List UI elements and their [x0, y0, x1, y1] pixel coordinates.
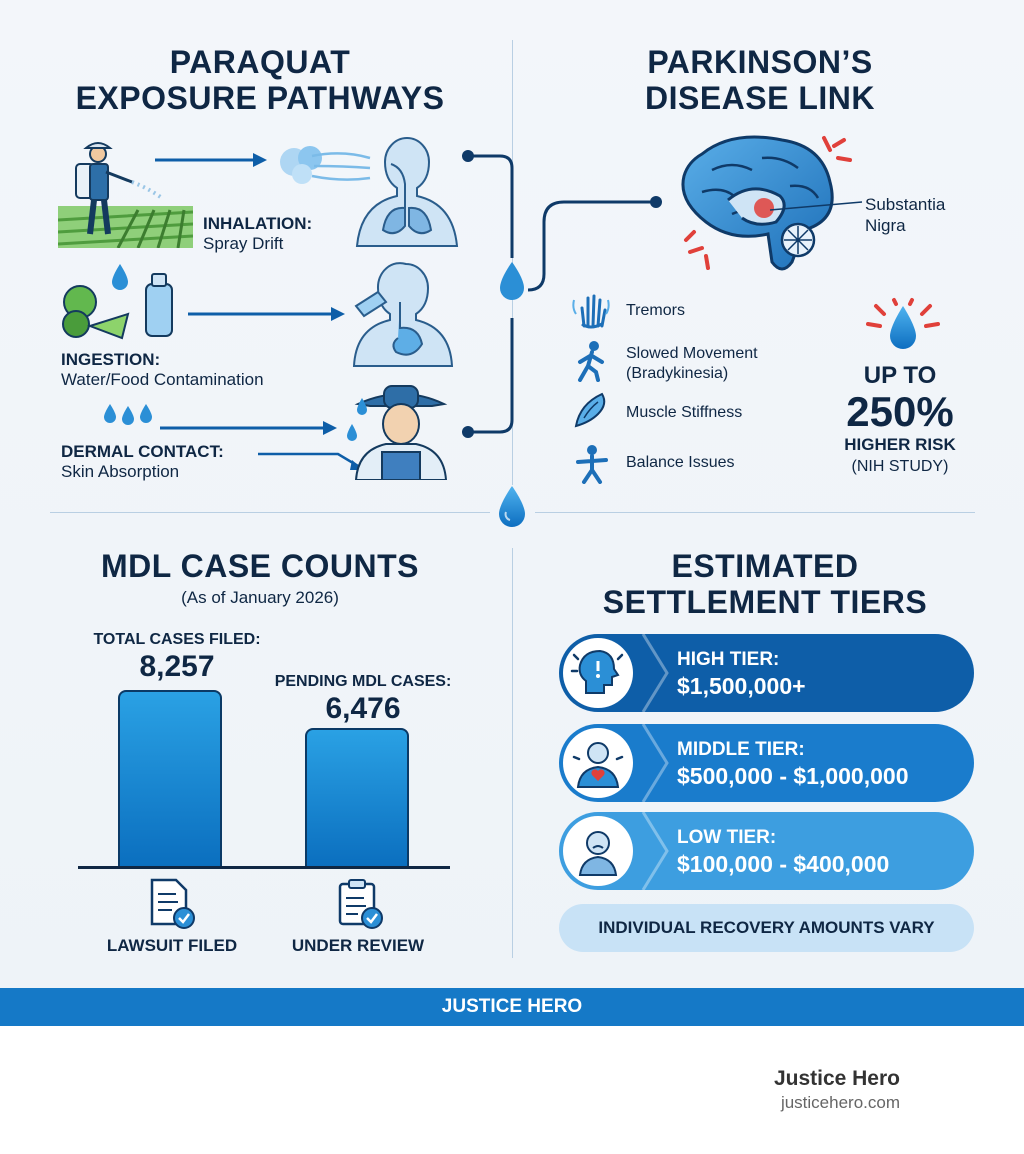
- bottom-vertical-divider: [512, 548, 513, 958]
- tier-low-icon-circle: [563, 816, 633, 886]
- ingestion-arrow: [188, 304, 348, 324]
- tier-low-text: [677, 826, 889, 878]
- bar-baseline: [78, 866, 450, 869]
- dermal-desc: Skin Absorption: [61, 462, 180, 481]
- parkinsons-title-line1: PARKINSON’S: [647, 44, 873, 80]
- skin-drops-icon: [100, 402, 156, 426]
- tier-middle-icon-circle: [563, 728, 633, 798]
- mdl-subtitle: (As of January 2026): [181, 588, 339, 607]
- risk-line1: UP TO: [863, 362, 937, 389]
- settlement-title: [535, 548, 995, 620]
- risk-value: 250%: [846, 388, 954, 435]
- parkinsons-title: [540, 44, 980, 116]
- parkinsons-title-line2: DISEASE LINK: [644, 80, 876, 116]
- person-sad-icon: [566, 819, 630, 883]
- symptom-slowed-movement: [626, 344, 758, 384]
- substantia-nigra-label: [865, 194, 945, 236]
- settlement-title-line1: ESTIMATED: [671, 548, 859, 584]
- person-heart-icon: [566, 731, 630, 795]
- hand-tremor-icon: [572, 290, 610, 330]
- tier-high-amount: $1,500,000+: [677, 673, 806, 699]
- symptom-muscle-stiffness: Muscle Stiffness: [626, 404, 743, 421]
- risk-callout: [825, 362, 975, 478]
- brain-label-line2: Nigra: [865, 216, 906, 235]
- tier-low: [559, 812, 974, 890]
- dermal-arrow: [160, 418, 340, 438]
- tier-low-amount: $100,000 - $400,000: [677, 851, 890, 877]
- brain-label-line1: Substantia: [865, 195, 946, 214]
- lungs-person-icon: [355, 134, 460, 248]
- bar-pending-value: 6,476: [325, 692, 401, 725]
- tier-low-name: LOW TIER:: [677, 827, 777, 848]
- inhalation-arrow: [155, 150, 270, 170]
- tier-middle-text: [677, 738, 908, 790]
- exposure-title-line1: PARAQUAT: [169, 44, 351, 80]
- tier-low-chevron: [639, 812, 669, 890]
- tier-middle-amount: $500,000 - $1,000,000: [677, 763, 909, 789]
- brand-url: justicehero.com: [780, 1093, 900, 1112]
- symptom-slowed-line2: (Bradykinesia): [626, 365, 729, 382]
- bar-label-total: [72, 630, 282, 684]
- tier-middle-name: MIDDLE TIER:: [677, 739, 805, 760]
- dermal-text: [61, 442, 224, 482]
- symptom-balance-issues: Balance Issues: [626, 454, 735, 471]
- inhalation-desc: Spray Drift: [203, 234, 284, 253]
- inhalation-text: [203, 214, 312, 254]
- bar-total-footer: LAWSUIT FILED: [106, 936, 238, 955]
- tier-high: [559, 634, 974, 712]
- walking-person-icon: [574, 340, 610, 382]
- center-water-drop-icon: [496, 484, 528, 530]
- pathway-connector: [460, 150, 670, 440]
- farmer-skin-icon: [342, 380, 460, 480]
- tier-middle: [559, 724, 974, 802]
- food-water-icon: [58, 262, 183, 342]
- tier-high-icon-circle: [563, 638, 633, 708]
- tier-high-name: HIGH TIER:: [677, 649, 780, 670]
- bar-pending-caption: PENDING MDL CASES:: [274, 673, 452, 690]
- ingestion-text: [61, 350, 264, 390]
- brand-name: Justice Hero: [773, 1067, 900, 1090]
- ingestion-label: INGESTION:: [61, 350, 161, 369]
- bar-pending-cases: [305, 728, 409, 866]
- document-check-icon: [148, 878, 196, 930]
- ingestion-desc: Water/Food Contamination: [61, 370, 264, 389]
- risk-line3: (NIH STUDY): [851, 458, 949, 475]
- symptom-tremors: Tremors: [626, 302, 685, 319]
- tier-middle-chevron: [639, 724, 669, 802]
- risk-drop-alert-icon: [860, 296, 946, 360]
- risk-line2: HIGHER RISK: [844, 435, 956, 454]
- left-horizontal-divider: [50, 512, 490, 513]
- bar-total-value: 8,257: [139, 650, 215, 683]
- symptom-slowed-line1: Slowed Movement: [626, 345, 758, 362]
- recovery-note: INDIVIDUAL RECOVERY AMOUNTS VARY: [559, 904, 974, 952]
- balance-person-icon: [574, 444, 610, 484]
- clipboard-check-icon: [336, 878, 384, 930]
- muscle-icon: [572, 390, 612, 430]
- exposure-title-line2: EXPOSURE PATHWAYS: [75, 80, 445, 116]
- bar-label-pending: [258, 672, 468, 726]
- tier-high-chevron: [639, 634, 669, 712]
- settlement-title-line2: SETTLEMENT TIERS: [602, 584, 928, 620]
- dermal-label: DERMAL CONTACT:: [61, 442, 224, 461]
- brand-block: [700, 1066, 900, 1114]
- bar-total-cases: [118, 690, 222, 866]
- tier-high-text: [677, 648, 806, 700]
- stomach-person-icon: [350, 262, 455, 368]
- exposure-title: [40, 44, 480, 116]
- inhalation-label: INHALATION:: [203, 214, 313, 233]
- bar-pending-footer: UNDER REVIEW: [291, 936, 425, 955]
- bar-total-caption: TOTAL CASES FILED:: [93, 631, 261, 648]
- right-horizontal-divider: [535, 512, 975, 513]
- brain-icon: [672, 130, 872, 280]
- footer-band: JUSTICE HERO: [0, 988, 1024, 1026]
- head-alert-icon: [566, 641, 630, 705]
- mdl-title: MDL CASE COUNTS: [100, 548, 420, 584]
